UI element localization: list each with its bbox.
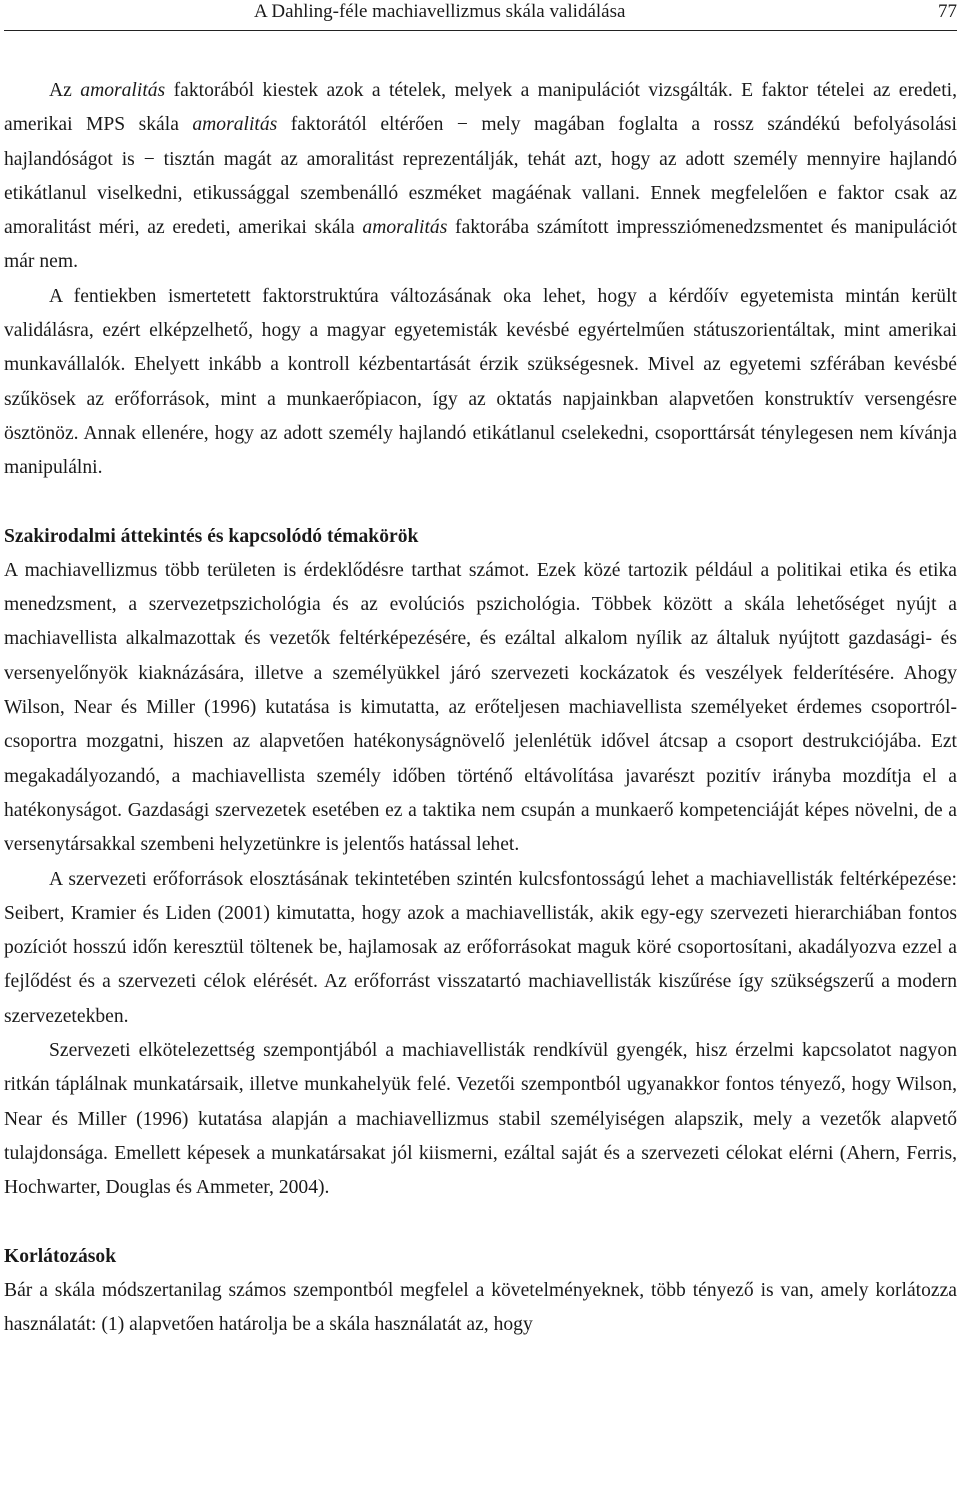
- paragraph-machiavellizmus-teruletek: A machiavellizmus több területen is érdeklődésre tarthat számot. Ezek közé tartozik például a politikai etika és etika menedzsment, a szervezetpszichológia és az evolúciós pszichológia. Többek között a skála lehetőséget nyújt a machiavellista alkalmazottak és vezetők feltérképezésére, és ezáltal alkalom nyílik az általuk nyújtott gazdasági- és versenyelőnyök kiaknázására, illetve a személyükkel járó szervezeti kockázatok és veszélyek felderítésére. Ahogy Wilson, Near és Miller (1996) kutatása is kimutatta, az erőteljesen machiavellista személyeket érdemes csoportról-csoportra mozgatni, hiszen az alapvetően hatékonyságnövelő jelenlétük idővel átcsap a csoport destrukciójába. Ezt megakadályozandó, a machiavellista személy időben történő eltávolítása javarészt pozitív irányba mozdítja el a hatékonyságot. Gazdasági szervezetek esetében ez a taktika nem csupán a munkaerő kompetenciáját képes növelni, de a versenytársakkal szembeni helyzetünkre is jelentős hatással lehet.: [4, 559, 957, 856]
- italic-term: amoralitás: [80, 80, 166, 101]
- paragraph-amoralitas: [4, 74, 957, 280]
- document-page: [4, 0, 957, 1342]
- text-run: faktorába számított impressziómenedzsmentet és manipulációt már nem.: [4, 217, 957, 273]
- text-run: faktorától eltérően − mely magában foglalta a rossz szándékú befolyásolási hajlandóságot is − tisztán magát az amoralitást reprezentálják, tehát azt, hogy az adott személy mennyire hajlandó etikátlanul viselkedni, etikussággal szembenálló eszméket magáénak vallani. Ennek megfelelően e faktor csak az amoralitást méri, az eredeti, amerikai skála: [4, 114, 957, 239]
- body-text: [4, 74, 957, 1342]
- section-heading-szakirodalmi: Szakirodalmi áttekintés és kapcsolódó témakörök: [4, 525, 419, 547]
- running-title: A Dahling-féle machiavellizmus skála validálása: [254, 1, 626, 22]
- running-header: [4, 0, 957, 31]
- page-number: 77: [938, 1, 957, 22]
- italic-term: amoralitás: [192, 114, 278, 136]
- paragraph-faktorstruktura: A fentiekben ismertetett faktorstruktúra változásának oka lehet, hogy a kérdőív egyetemista mintán került validálásra, ezért elképzelhető, hogy a magyar egyetemisták kevésbé egyértelműen státuszorientáltak, mint amerikai munkavállalók. Ehelyett inkább a kontroll kézbentartását érzik szükségesnek. Mivel az egyetemi szférában kevésbé szűkösek az erőforrások, mint a munkaerőpiacon, így az oktatás napjainkban alapvetően konstruktív versengésre ösztönöz. Annak ellenére, hogy az adott személy hajlandó etikátlanul cselekedni, csoporttársát ténylegesen nem kívánja manipulálni.: [4, 285, 957, 479]
- text-run: faktorából kiestek azok a tételek, melyek a manipulációt vizsgálták. E faktor tételei az eredeti, amerikai MPS skála: [4, 80, 957, 136]
- paragraph-korlatozasok: Bár a skála módszertanilag számos szempontból megfelel a követelményeknek, több tényező is van, amely korlátozza használatát: (1) alapvetően határolja be a skála használatát az, hogy: [4, 1279, 957, 1336]
- paragraph-eroforrasok: A szervezeti erőforrások elosztásának tekintetében szintén kulcsfontosságú lehet a machiavellisták feltérképezése: Seibert, Kramier és Liden (2001) kimutatta, hogy azok a machiavellisták, akik egy-egy szervezeti hierarchiában fontos pozíciót hosszú időn keresztül töltenek be, hajlamosak az erőforrásokat maguk köré csoportosítani, akadályozva ezzel a fejlődést és a szervezeti célok elérését. Az erőforrást visszatartó machiavellisták kiszűrése így szükségszerű a modern szervezetekben.: [4, 868, 957, 1027]
- section-heading-korlatozasok: Korlátozások: [4, 1245, 117, 1267]
- italic-term: amoralitás: [362, 217, 448, 239]
- text-run: Az: [49, 80, 81, 101]
- paragraph-elkotelezettseg: Szervezeti elkötelezettség szempontjából a machiavellisták rendkívül gyengék, hisz érzelmi kapcsolatot nagyon ritkán táplálnak munkatársaik, illetve munkahelyük felé. Vezetői szempontból ugyanakkor fontos tényező, hogy Wilson, Near és Miller (1996) kutatása alapján a machiavellizmus stabil személyiségen alapszik, mely a vezetők alapvető tulajdonsága. Emellett képesek a munkatársakat jól kiismerni, ezáltal saját és a szervezeti célokat elérni (Ahern, Ferris, Hochwarter, Douglas és Ammeter, 2004).: [4, 1040, 957, 1199]
